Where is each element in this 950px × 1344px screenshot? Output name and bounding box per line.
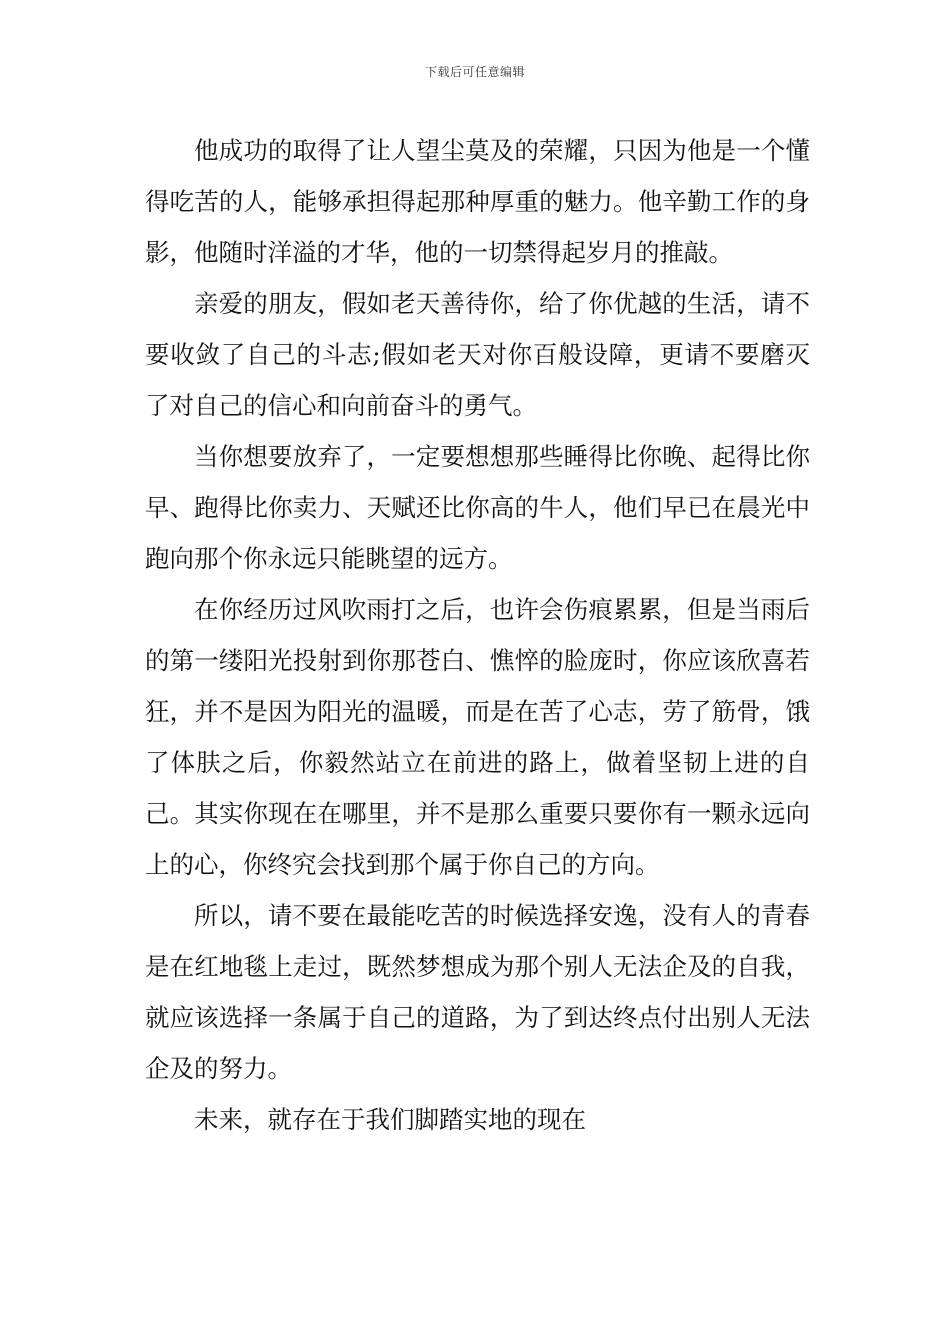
page-header: 下载后可任意编辑 bbox=[424, 65, 525, 79]
paragraph-1: 他成功的取得了让人望尘莫及的荣耀，只因为他是一个懂得吃苦的人，能够承担得起那种厚重的魅力。他辛勤工作的身影，他随时洋溢的才华，他的一切禁得起岁月的推敲。 bbox=[145, 136, 810, 267]
paragraph-3: 当你想要放弃了，一定要想想那些睡得比你晚、起得比你早、跑得比你卖力、天赋还比你高的牛人，他们早已在晨光中跑向那个你永远只能眺望的远方。 bbox=[145, 442, 810, 573]
paragraph-6: 未来，就存在于我们脚踏实地的现在 bbox=[194, 1105, 586, 1134]
paragraph-2: 亲爱的朋友，假如老天善待你，给了你优越的生活，请不要收敛了自己的斗志;假如老天对你百般设障，更请不要磨灭了对自己的信心和向前奋斗的勇气。 bbox=[145, 289, 810, 420]
paragraph-4: 在你经历过风吹雨打之后，也许会伤痕累累，但是当雨后的第一缕阳光投射到你那苍白、憔悴的脸庞时，你应该欣喜若狂，并不是因为阳光的温暖，而是在苦了心志，劳了筋骨，饿了体肤之后，你毅然站立在前进的路上，做着坚韧上进的自己。其实你现在在哪里，并不是那么重要只要你有一颗永远向上的心，你终究会找到那个属于你自己的方向。 bbox=[145, 595, 810, 879]
document-body bbox=[145, 125, 810, 1145]
paragraph-5: 所以，请不要在最能吃苦的时候选择安逸，没有人的青春是在红地毯上走过，既然梦想成为那个别人无法企及的自我，就应该选择一条属于自己的道路，为了到达终点付出别人无法企及的努力。 bbox=[145, 901, 810, 1083]
